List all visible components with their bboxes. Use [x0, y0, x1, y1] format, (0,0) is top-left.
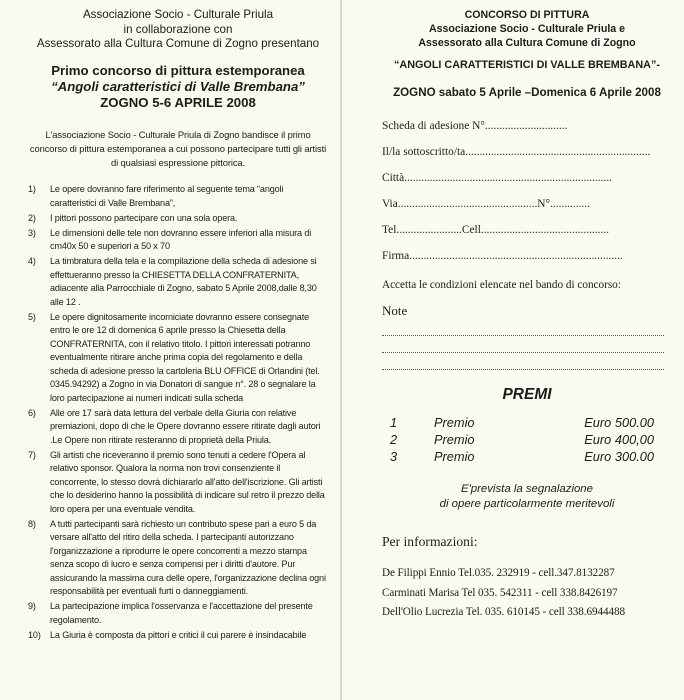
prize-amount: Euro 400,00 [584, 432, 654, 447]
registration-form [382, 113, 672, 269]
prize-label: Premio [434, 449, 475, 464]
prize-position: 2 [390, 432, 398, 447]
prize-row [390, 414, 672, 431]
rules-list [28, 183, 328, 642]
form-date: ZOGNO sabato 5 Aprile –Domenica 6 Aprile 2008 [393, 86, 661, 99]
contact-line: Carminati Marisa Tel 035. 542311 - cell 338.8426197 [382, 586, 618, 599]
contact-line: Dell'Olio Lucrezia Tel. 035. 610145 - cell 338.6944488 [382, 606, 625, 618]
rule-item [28, 518, 328, 599]
notes-line[interactable] [382, 319, 664, 336]
prize-label: Premio [434, 432, 475, 447]
form-header-line: Associazione Socio - Culturale Priula e [428, 23, 626, 35]
rule-item [28, 629, 328, 643]
rule-item [28, 255, 328, 309]
rule-number: 4) [28, 256, 36, 267]
info-title: Per informazioni: [382, 534, 478, 549]
notes-line[interactable] [382, 336, 664, 353]
prize-position: 3 [390, 449, 398, 464]
rule-text: La partecipazione implica l'osservanza e l'accettazione del presente regolamento. [50, 601, 313, 625]
rule-number: 8) [28, 518, 36, 529]
prize-row [390, 448, 672, 465]
organizer-line: Associazione Socio - Culturale Priula [82, 8, 274, 21]
organizer-line: Assessorato alla Cultura Comune di Zogno presentano [36, 37, 320, 50]
prizes-list [390, 414, 672, 465]
city-field[interactable]: Città......................................................................... [382, 172, 613, 184]
form-theme: “ANGOLI CARATTERISTICI DI VALLE BREMBANA”- [394, 59, 660, 71]
rule-item [28, 311, 328, 406]
rule-text: La timbratura della tela e la compilazione della scheda di adesione si effettueranno presso la CHIESETTA DELLA CONFRATERNITA, adiacente alla Parrocchiale di Zogno, sabato 5 Aprile 2008,dalle 8,30 alle 12 . [50, 256, 317, 307]
rule-item [28, 600, 328, 627]
rule-text: I pittori possono partecipare con una sola opera. [50, 212, 238, 223]
title-date: ZOGNO 5-6 APRILE 2008 [100, 94, 256, 110]
accept-conditions: Accetta le condizioni elencate nel bando di concorso: [382, 279, 621, 291]
rule-number: 3) [28, 227, 36, 238]
rule-item [28, 183, 328, 210]
mention-line: E'prevista la segnalazione [461, 483, 593, 495]
title-theme: “Angoli caratteristici di Valle Brembana” [51, 78, 305, 94]
rule-text: La Giuria è composta da pittori e critici il cui parere è insindacabile [50, 629, 307, 640]
rule-number: 2) [28, 212, 36, 223]
rule-text: Gli artisti che riceveranno il premio sono tenuti a cedere l'Opera al relativo sponsor. Qualora la norma non trovi consenziente il concorrente, lo stesso dovrà dichiararlo all'atto dell'iscrizione. Gli artisti che lo desiderino hanno la possibilità di indicare sul retro il prezzo della loro opera per una eventuale vendita. [50, 449, 325, 514]
mention-line: di opere particolarmente meritevoli [439, 498, 615, 510]
rule-number: 7) [28, 449, 36, 460]
registration-panel [342, 0, 684, 700]
contact-line: De Filippi Ennio Tel.035. 232919 - cell.347.8132287 [382, 567, 615, 579]
street-field[interactable]: Via.................................................N°.............. [382, 198, 590, 210]
intro-paragraph: L'associazione Socio - Culturale Priula di Zogno bandisce il primo concorso di pittura estemporanea a cui possono partecipare tutti gli artisti di qualsiasi espressione pittorica. [29, 128, 327, 169]
prize-row [390, 431, 672, 448]
rule-item [28, 407, 328, 448]
rule-number: 9) [28, 601, 36, 612]
rule-text: Alle ore 17 sarà data lettura del verbale della Giuria con relative premiazioni, dopo di che le Opere dovranno essere ritirate dagli autori .Le Opere non ritirate resteranno di proprietà della Priula. [50, 407, 321, 445]
title-line: Primo concorso di pittura estemporanea [51, 62, 305, 78]
rule-number: 6) [28, 407, 36, 418]
form-header-line: Assessorato alla Cultura Comune di Zogno [418, 37, 636, 49]
rule-text: Le opere dignitosamente incorniciate dovranno essere consegnate entro le ore 12 di domenica 6 aprile presso la Chiesetta della CONFRATERNITA, con il relativo titolo. I pittori interessati potranno eventualmente ritirare anche prima copia del regolamento e della scheda di adesione presso la cartoleria BLU OFFICE di Orlandini (tel. 0345.94292) a Zogno in via Donatori di sangue n°. 28 o segnalare la loro partecipazione ai numeri indicati sulla scheda [50, 311, 320, 403]
form-header [382, 8, 672, 50]
contest-title [28, 63, 328, 111]
prize-label: Premio [434, 415, 475, 430]
scheda-number-field[interactable]: Scheda di adesione N°............................. [382, 120, 568, 132]
signatory-name-field[interactable]: Il/la sottoscritto/ta................................................................. [382, 146, 651, 158]
rule-number: 5) [28, 311, 36, 322]
prize-amount: Euro 300.00 [584, 449, 654, 464]
rule-text: Le opere dovranno fare riferimento al seguente tema “angoli caratteristici di Valle Brembana”, [50, 184, 284, 208]
rule-text: Le dimensioni delle tele non dovranno essere inferiori alla misura di cm40x 50 e superiori a 50 x 70 [50, 227, 312, 252]
rule-number: 1) [28, 184, 36, 195]
prizes-title: PREMI [502, 386, 552, 403]
mention-note [382, 482, 672, 512]
contacts-list [382, 564, 672, 623]
notes-section [382, 303, 672, 370]
form-header-line: CONCORSO DI PITTURA [464, 9, 590, 21]
prize-position: 1 [390, 415, 398, 430]
signature-field[interactable]: Firma........................................................................... [382, 250, 623, 262]
rule-item [28, 227, 328, 254]
rule-number: 10) [28, 629, 41, 640]
rule-item [28, 449, 328, 517]
phone-field[interactable]: Tel.......................Cell............................................. [382, 224, 610, 236]
notes-line[interactable] [382, 353, 664, 370]
prize-amount: Euro 500.00 [584, 415, 654, 430]
organizer-line: in collaborazione con [123, 22, 233, 36]
organizer-header [28, 8, 328, 52]
rule-item [28, 212, 328, 226]
rule-text: A tutti partecipanti sarà richiesto un contributo spese pari a euro 5 da versare all'atto del ritiro della scheda. I partecipanti autorizzano l'organizzazione a riprodurre le opere concorrenti a mezzo stampa senza scopo di lucro e senza compensi per i diritti d'autore. Pur assicurando la massima cura delle opere, l'organizzazione declina ogni responsabilità per eventuali furti o danneggiamenti. [50, 518, 326, 597]
notes-label: Note [382, 303, 408, 318]
